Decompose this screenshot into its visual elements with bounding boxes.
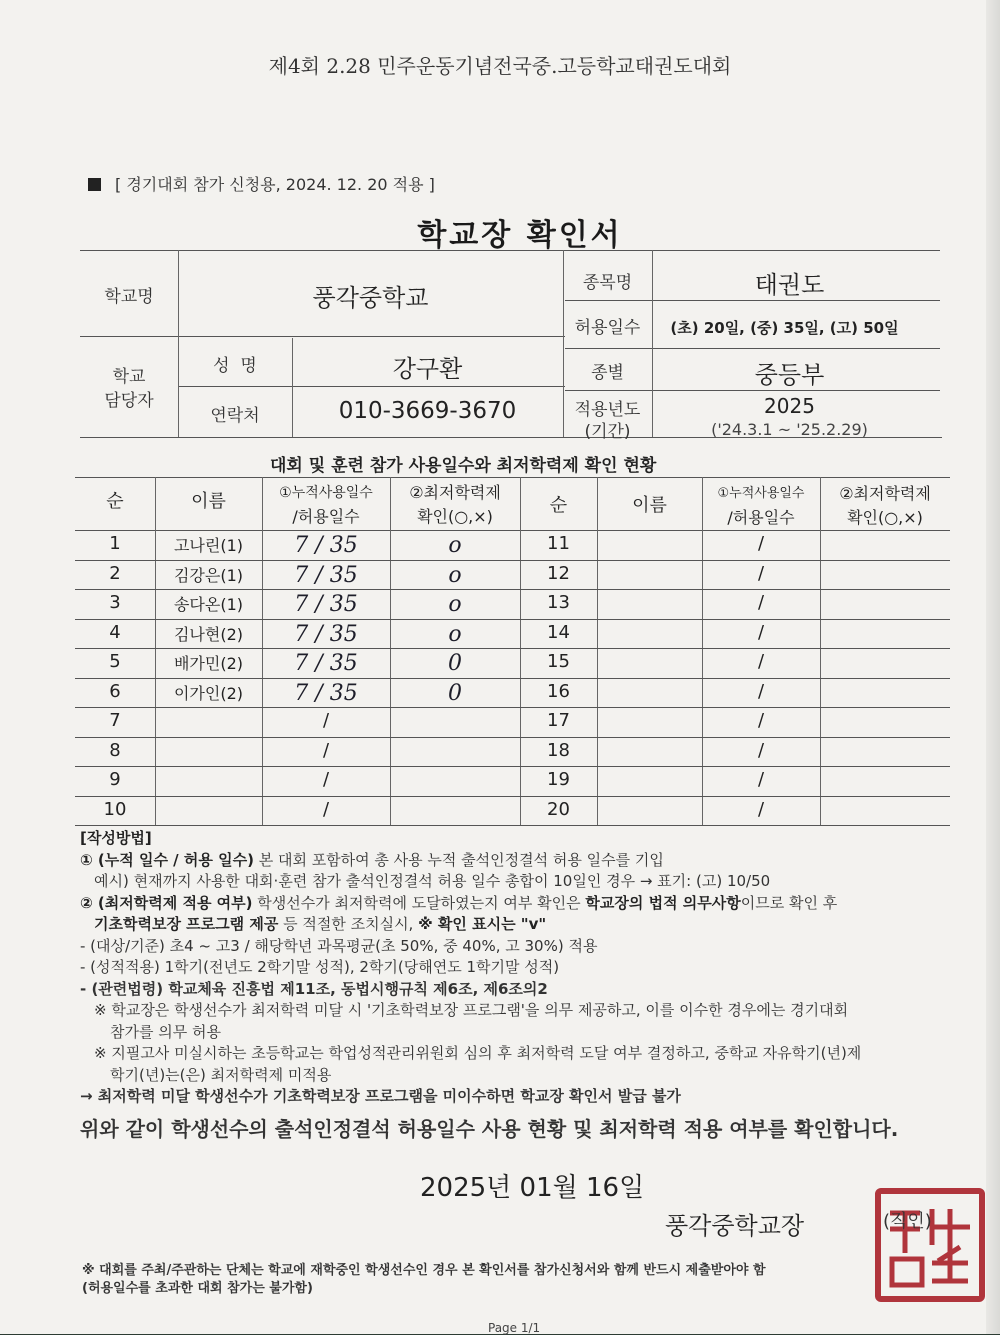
header-days-left-1: ①누적사용일수 (279, 485, 373, 501)
category-label: 종별 (591, 363, 624, 383)
instr-line8: ※ 학교장은 학생선수가 최저학력 미달 시 '기초학력보장 프로그램'을 의무 제공하고, 이를 이수한 경우에는 경기대회 (94, 1001, 849, 1019)
instr-line5: - (대상/기준) 초4 ~ 고3 / 해당학년 과목평균(초 50%, 중 40%, 고 30%) 적용 (80, 936, 598, 955)
table-cell-num: 4 (109, 621, 121, 643)
table-cell-num: 10 (103, 798, 127, 820)
instr-line4-bold2: ※ 확인 표시는 "v" (418, 915, 547, 933)
header-num-left: 순 (106, 491, 124, 512)
contact-value: 010-3669-3670 (338, 398, 517, 424)
instr-line6: - (성적적용) 1학기(전년도 2학기말 성적), 2학기(당해연도 1학기말 성적) (80, 958, 560, 976)
instr-line2: 예시) 현재까지 사용한 대회·훈련 참가 출석인정결석 허용 일수 총합이 10일인 경우 → 표기: (고) 10/50 (94, 872, 771, 890)
year-label-line2: (기간) (584, 422, 631, 442)
table-cell-check: o (448, 592, 462, 617)
table-cell-days: / (322, 769, 330, 790)
table-cell-num: 13 (547, 592, 570, 613)
footer-line1: ※ 대회를 주최/주관하는 단체는 학교에 재학중인 학생선수인 경우 본 확인서를 참가신청서와 함께 반드시 제출받아야 함 (82, 1263, 766, 1278)
instr-line1: 본 대회 포함하여 총 사용 누적 출석인정결석 허용 일수를 기입 (253, 850, 664, 869)
name-label: 성 명 (213, 356, 257, 376)
table-cell-num: 20 (547, 798, 570, 820)
school-name-value: 풍각중학교 (312, 284, 429, 312)
header-check-right-1: ②최저학력제 (839, 484, 931, 503)
table-cell-days: / (757, 651, 765, 672)
instr-line4-bold: 기초학력보장 프로그램 제공 (94, 915, 279, 933)
table-cell-num: 17 (547, 710, 570, 731)
instr-line4: 등 적절한 조치실시, (278, 915, 419, 933)
event-type-value: 태권도 (754, 271, 825, 299)
table-cell-days: / (757, 710, 765, 731)
form-note (88, 172, 435, 195)
square-bullet-icon (88, 178, 101, 191)
table-cell-num: 2 (109, 562, 121, 584)
table-cell-num: 3 (109, 592, 121, 613)
table-cell-num: 12 (547, 562, 570, 584)
instr-line12: → 최저학력 미달 학생선수가 기초학력보장 프로그램을 미이수하면 학교장 확인서 발급 불가 (80, 1087, 681, 1105)
table-cell-num: 18 (547, 739, 570, 761)
table-cell-days: / (322, 739, 330, 761)
seal-label: (직인) (883, 1211, 932, 1232)
table-cell-name: 송다온(1) (173, 595, 244, 614)
table-cell-name: 김나현(2) (173, 624, 244, 644)
manager-label-line1: 학교 (112, 367, 146, 387)
year-value: 2025 (764, 394, 815, 418)
header-days-right-2: /허용일수 (727, 508, 795, 527)
allowed-days-label: 허용일수 (574, 318, 641, 338)
footer-line2: (허용일수를 초과한 대회 참가는 불가함) (82, 1281, 313, 1296)
table-cell-num: 11 (547, 533, 570, 554)
header-days-right-1: ①누적사용일수 (717, 486, 805, 501)
table-cell-days: / (322, 710, 330, 731)
instr-line11: 학기(년)는(은) 최저학력제 미적용 (110, 1065, 332, 1084)
event-type-label: 종목명 (582, 273, 633, 293)
instructions-heading: [작성방법] (80, 829, 152, 847)
table-cell-days: 7 / 35 (294, 621, 358, 647)
table-cell-num: 6 (109, 680, 121, 702)
manager-name-value: 강구환 (392, 355, 463, 383)
instr-line3-bold2: 학교장의 법적 의무사항 (585, 893, 741, 912)
header-check-left-1: ②최저학력제 (409, 483, 501, 502)
table-title: 대회 및 훈련 참가 사용일수와 최저학력제 확인 현황 (270, 456, 657, 476)
table-cell-name: 배가민(2) (173, 654, 244, 673)
table-cell-check: o (448, 562, 462, 588)
table-cell-num: 16 (547, 680, 570, 702)
table-cell-num: 7 (109, 710, 121, 731)
instructions (80, 828, 970, 1108)
table-cell-days: 7 / 35 (294, 651, 358, 676)
header-check-left-2: 확인(○,×) (417, 507, 493, 526)
table-cell-name: 이가인(2) (173, 683, 244, 703)
table-cell-check: 0 (448, 680, 462, 706)
page-number: Page 1/1 (488, 1321, 541, 1335)
table-cell-check: o (448, 533, 462, 558)
table-cell-days: / (757, 592, 765, 613)
paper-edge (986, 0, 1000, 1334)
year-period-value: ('24.3.1 ~ '25.2.29) (711, 420, 868, 439)
table-cell-days: / (757, 769, 765, 790)
header-check-right-2: 확인(○,×) (847, 508, 923, 527)
footer-note (82, 1262, 962, 1298)
instr-line7: - (관련법령) 학교체육 진흥법 제11조, 동법시행규칙 제6조, 제6조의2 (80, 979, 548, 998)
table-cell-name: 김강은(1) (173, 565, 244, 585)
table-cell-days: / (757, 680, 765, 702)
table-cell-days: / (757, 798, 765, 820)
confirmation-text: 위와 같이 학생선수의 출석인정결석 허용일수 사용 현황 및 최저학력 적용 여부를 확인합니다. (80, 1117, 899, 1141)
table-cell-num: 19 (547, 769, 570, 790)
table-cell-num: 5 (109, 651, 121, 672)
table-cell-num: 8 (109, 739, 121, 761)
header-num-right: 순 (549, 495, 568, 516)
header-days-left-2: /허용일수 (292, 507, 360, 526)
table-cell-days: 7 / 35 (294, 562, 358, 588)
instr-line9: 참가를 의무 허용 (110, 1022, 221, 1041)
table-cell-check: 0 (448, 651, 462, 676)
table-cell-num: 1 (109, 533, 121, 554)
table-cell-days: 7 / 35 (294, 533, 358, 558)
instr-line10: ※ 지필고사 미실시하는 초등학교는 학업성적관리위원회 심의 후 최저학력 도달 여부 결정하고, 중학교 자유학기(년)제 (94, 1044, 862, 1062)
issue-date: 2025년 01월 16일 (420, 1173, 645, 1203)
table-cell-days: / (757, 739, 765, 761)
table-cell-check: o (448, 621, 462, 647)
table-cell-days: 7 / 35 (294, 680, 358, 706)
header-name-right: 이름 (632, 495, 667, 516)
table-cell-num: 9 (109, 769, 121, 790)
principal-name: 풍각중학교장 (665, 1212, 805, 1240)
table-cell-days: 7 / 35 (294, 592, 358, 617)
instr-line3: 학생선수가 최저학력에 도달하였는지 여부 확인은 (252, 893, 586, 912)
category-value: 중등부 (754, 361, 825, 389)
table-cell-days: / (757, 562, 765, 584)
document-title: 학교장 확인서 (417, 218, 623, 253)
header-name-left: 이름 (191, 491, 226, 512)
table-cell-days: / (757, 621, 765, 643)
year-label-line1: 적용년도 (574, 400, 641, 420)
school-name-label: 학교명 (104, 287, 154, 307)
instr-line1-bold: ① (누적 일수 / 허용 일수) (80, 850, 254, 869)
form-note-text: [ 경기대회 참가 신청용, 2024. 12. 20 적용 ] (115, 175, 435, 194)
event-title: 제4회 2.28 민주운동기념전국중.고등학교태권도대회 (268, 54, 732, 78)
manager-label-line2: 담당자 (104, 391, 154, 411)
instr-line3-bold: ② (최저학력제 적용 여부) (80, 893, 253, 912)
table-cell-days: / (322, 798, 330, 820)
table-cell-num: 15 (547, 651, 570, 672)
contact-label: 연락처 (210, 406, 260, 426)
instr-line3-end: 이므로 확인 후 (740, 893, 838, 912)
table-cell-num: 14 (547, 621, 570, 643)
table-cell-days: / (757, 533, 765, 554)
allowed-days-value: (초) 20일, (중) 35일, (고) 50일 (670, 319, 899, 337)
table-cell-name: 고나린(1) (173, 536, 244, 555)
